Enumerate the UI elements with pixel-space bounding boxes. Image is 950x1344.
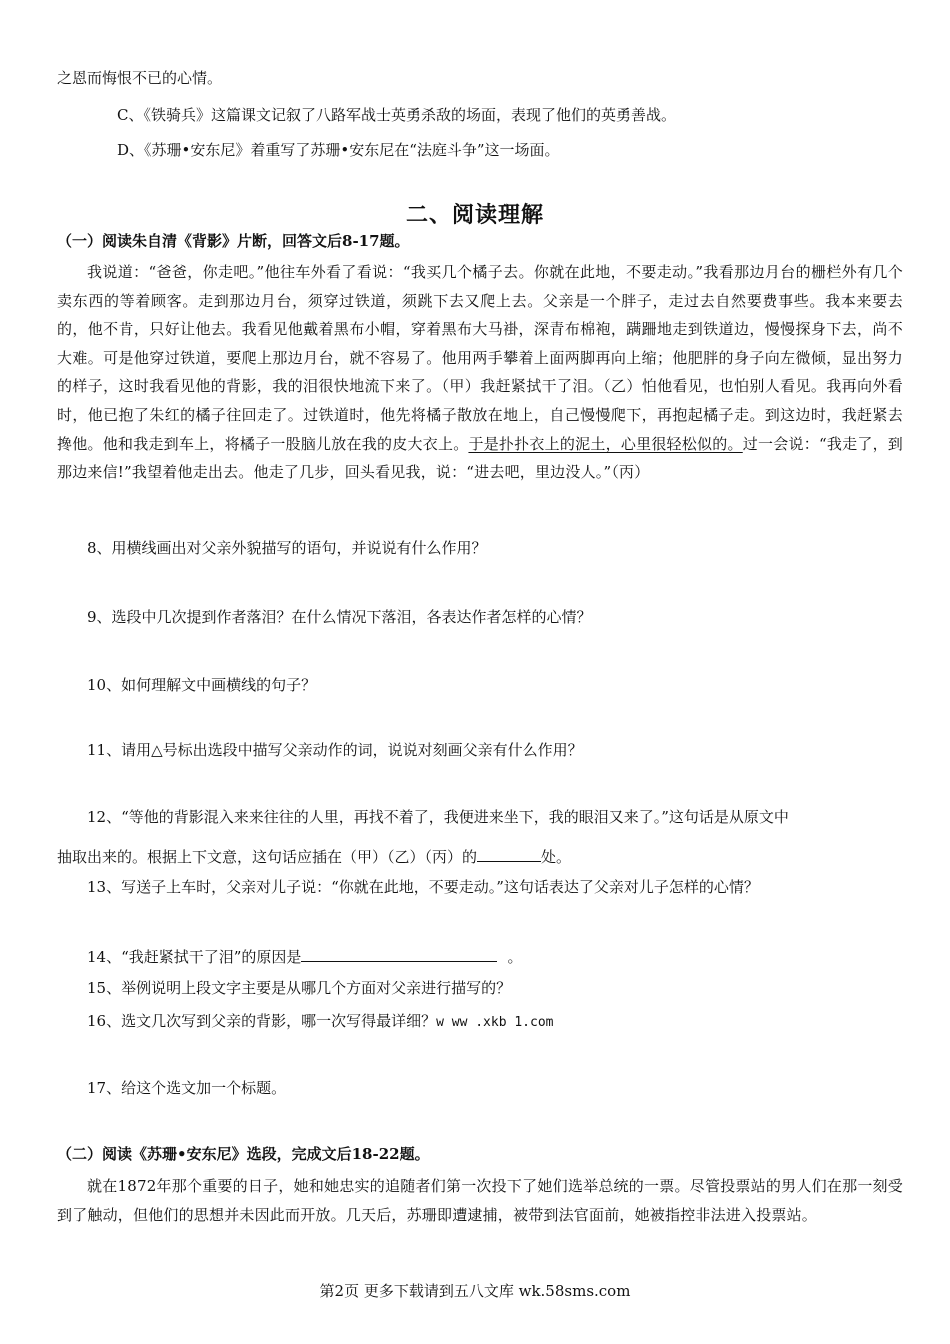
question-9: 9、选段中几次提到作者落泪？在什么情况下落泪，各表达作者怎样的心情？	[87, 608, 592, 626]
question-12-line2	[57, 845, 571, 867]
passage-text-before: 我说道：“爸爸，你走吧。”他往车外看了看说：“我买几个橘子去。你就在此地，不要走动。”我看那边月台的栅栏外有几个卖东西的等着顾客。走到那边月台，须穿过铁道，须跳下去又爬上去。父亲是一个胖子，走过去自然要费事些。我本来要去的，他不肯，只好让他去。我看见他戴着黑布小帽，穿着黑布大马褂，深青布棉袍，蹒跚地走到铁道边，慢慢探身下去，尚不大难。可是他穿过铁道，要爬上那边月台，就不容易了。他用两手攀着上面两脚再向上缩；他肥胖的身子向左微倾，显出努力的样子，这时我看见他的背影，我的泪很快地流下来了。（甲）我赶紧拭干了泪。（乙）怕他看见，也怕别人看见。我再向外看时，他已抱了朱红的橘子往回走了。过铁道时，他先将橘子散放在地上，自己慢慢爬下，再抱起橘子走。到这边时，我赶紧去搀他。他和我走到车上，将橘子一股脑儿放在我的皮大衣上。	[57, 263, 903, 453]
question-17: 17、给这个选文加一个标题。	[87, 1079, 287, 1097]
part2-heading: （二）阅读《苏珊•安东尼》选段，完成文后18-22题。	[57, 1145, 430, 1163]
watermark-text: w ww .xkb 1.com	[436, 1015, 554, 1030]
question-13: 13、写送子上车时，父亲对儿子说：“你就在此地，不要走动。”这句话表达了父亲对儿子怎样的心情？	[87, 878, 759, 896]
option-d: D、《苏珊•安东尼》着重写了苏珊•安东尼在“法庭斗争”这一场面。	[117, 141, 560, 159]
section-title: 二、阅读理解	[405, 202, 544, 228]
page-footer: 第2页 更多下载请到五八文库 wk.58sms.com	[319, 1282, 631, 1300]
question-14-text: 14、“我赶紧拭干了泪”的原因是	[87, 948, 302, 966]
option-c: C、《铁骑兵》这篇课文记叙了八路军战士英勇杀敌的场面，表现了他们的英勇善战。	[117, 106, 676, 124]
question-12-end: 处。	[541, 848, 572, 866]
continued-line: 之恩而悔恨不已的心情。	[57, 69, 223, 87]
answer-blank-12[interactable]	[477, 845, 541, 862]
question-11: 11、请用△号标出选段中描写父亲动作的词，说说对刻画父亲有什么作用？	[87, 741, 583, 759]
passage-underlined-sentence: 于是扑扑衣上的泥土，心里很轻松似的。	[468, 434, 743, 453]
question-14-end: 。	[507, 948, 523, 966]
part1-passage	[57, 258, 903, 487]
question-12-text: 抽取出来的。根据上下文意，这句话应插在（甲）（乙）（丙）的	[57, 848, 478, 866]
part1-heading: （一）阅读朱自清《背影》片断，回答文后8-17题。	[57, 232, 410, 250]
passage-text-after: 过一会说：“我走了，到那边来信!”我望着他走出去。他走了几步，回头看见我，说：“进去吧，里边没人。”（丙）	[57, 434, 904, 482]
part2-passage: 就在1872年那个重要的日子，她和她忠实的追随者们第一次投下了她们选举总统的一票。尽管投票站的男人们在那一刻受到了触动，但他们的思想并未因此而开放。几天后，苏珊即遭逮捕，被带到法官面前，她被指控非法进入投票站。	[57, 1177, 903, 1224]
question-10: 10、如何理解文中画横线的句子？	[87, 676, 317, 694]
question-14	[87, 945, 522, 967]
question-16-text: 16、选文几次写到父亲的背影，哪一次写得最详细？	[87, 1012, 437, 1030]
question-16	[87, 1011, 554, 1033]
question-8: 8、用横线画出对父亲外貌描写的语句，并说说有什么作用？	[87, 539, 487, 557]
answer-blank-14[interactable]	[301, 945, 497, 962]
question-15: 15、举例说明上段文字主要是从哪几个方面对父亲进行描写的？	[87, 979, 512, 997]
question-12-line1: 12、“等他的背影混入来来往往的人里，再找不着了，我便进来坐下，我的眼泪又来了。”这句话是从原文中	[87, 808, 789, 826]
